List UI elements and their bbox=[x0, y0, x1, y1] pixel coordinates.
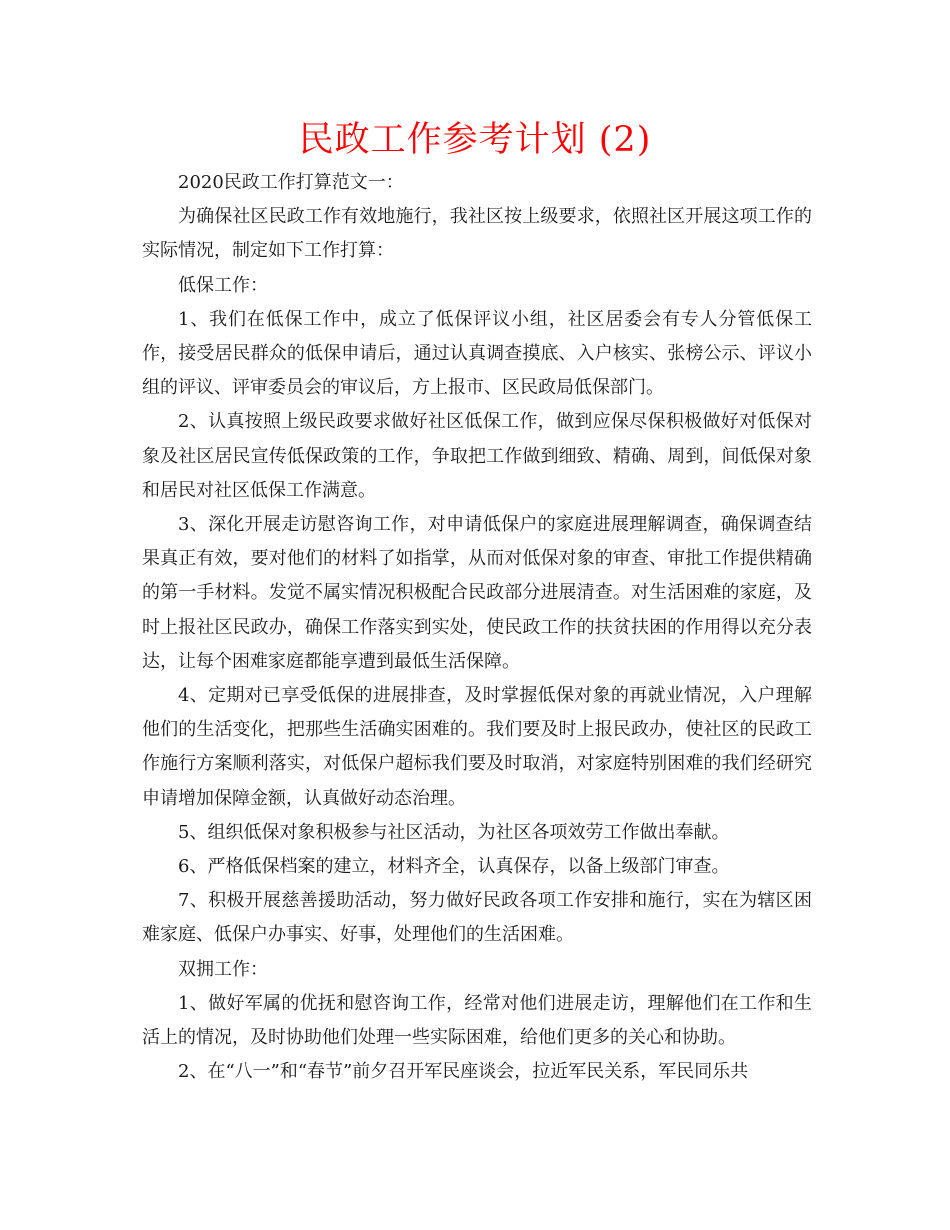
paragraph: 为确保社区民政工作有效地施行，我社区按上级要求，依照社区开展这项工作的实际情况，制定如下工作打算： bbox=[142, 206, 812, 262]
paragraph: 1、我们在低保工作中，成立了低保评议小组，社区居委会有专人分管低保工作，接受居民群众的低保申请后，通过认真调查摸底、入户核实、张榜公示、评议小组的评议、评审委员会的审议后，方上报市、区民政局低保部门。 bbox=[142, 308, 812, 399]
section-heading: 双拥工作： bbox=[178, 958, 268, 980]
paragraph: 2、在“八一”和“春节”前夕召开军民座谈会，拉近军民关系，军民同乐共 bbox=[178, 1061, 749, 1083]
paragraph: 3、深化开展走访慰咨询工作，对申请低保户的家庭进展理解调查，确保调查结果真正有效，要对他们的材料了如指掌，从而对低保对象的审查、审批工作提供精确的第一手材料。发觉不属实情况积极配合民政部分进展清查。对生活困难的家庭，及时上报社区民政办，确保工作落实到实处，使民政工作的扶贫扶困的作用得以充分表达，让每个困难家庭都能享遭到最低生活保障。 bbox=[142, 514, 812, 672]
paragraph: 2020民政工作打算范文一： bbox=[178, 172, 404, 193]
paragraph: 4、定期对已享受低保的进展排查，及时掌握低保对象的再就业情况，入户理解他们的生活变化，把那些生活确实困难的。我们要及时上报民政办，使社区的民政工作施行方案顺利落实，对低保户超标我们要及时取消，对家庭特别困难的我们经研究申请增加保障金额，认真做好动态治理。 bbox=[142, 685, 812, 809]
document-body bbox=[142, 166, 812, 1089]
paragraph: 2、认真按照上级民政要求做好社区低保工作，做到应保尽保积极做好对低保对象及社区居民宣传低保政策的工作，争取把工作做到细致、精确、周到，间低保对象和居民对社区低保工作满意。 bbox=[142, 411, 812, 501]
paragraph: 7、积极开展慈善援助活动，努力做好民政各项工作安排和施行，实在为辖区困难家庭、低保户办事实、好事，处理他们的生活困难。 bbox=[142, 890, 812, 946]
section-heading: 低保工作： bbox=[178, 274, 268, 296]
paragraph: 6、严格低保档案的建立，材料齐全，认真保存，以备上级部门审查。 bbox=[178, 856, 730, 878]
document-title: 民政工作参考计划 (2) bbox=[298, 120, 652, 160]
paragraph: 5、组织低保对象积极参与社区活动，为社区各项效劳工作做出奉献。 bbox=[178, 821, 730, 843]
paragraph: 1、做好军属的优抚和慰咨询工作，经常对他们进展走访，理解他们在工作和生活上的情况，及时协助他们处理一些实际困难，给他们更多的关心和协助。 bbox=[142, 992, 812, 1049]
